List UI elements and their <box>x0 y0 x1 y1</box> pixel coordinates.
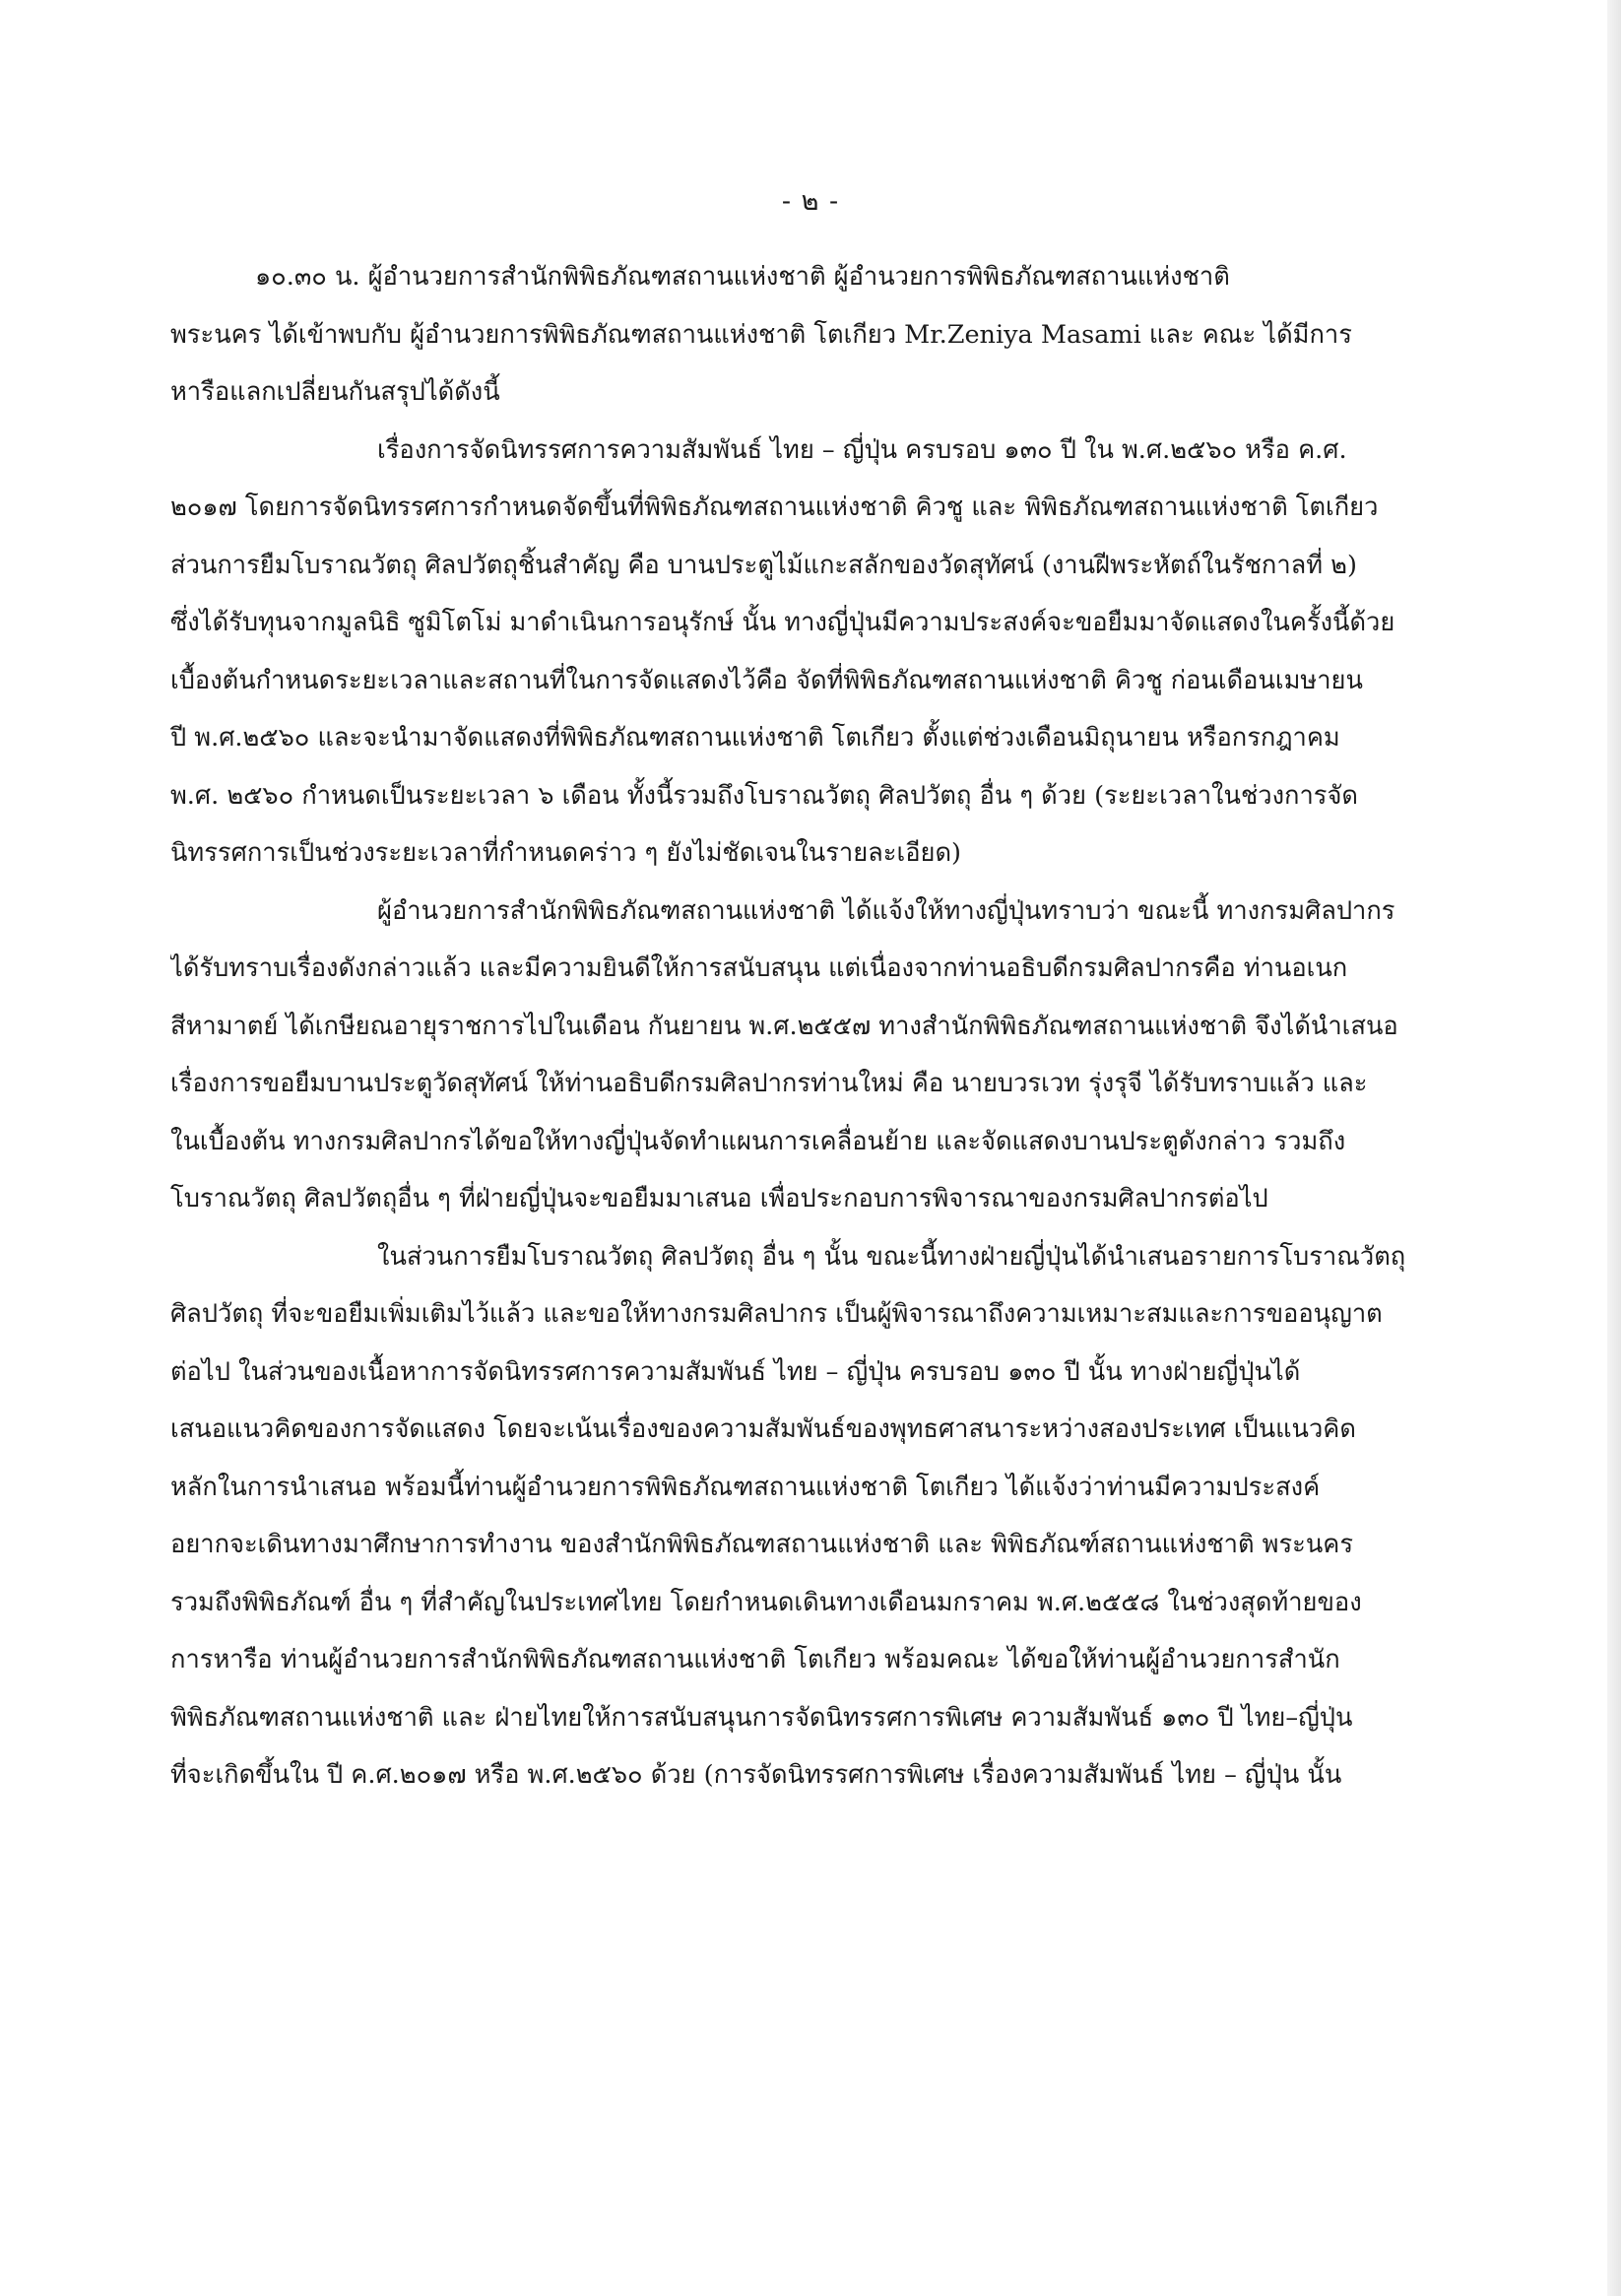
page-number: - ๒ - <box>781 186 840 217</box>
document-body <box>170 248 1451 1804</box>
text-line: หารือแลกเปลี่ยนกันสรุปได้ดังนี้ <box>170 377 500 407</box>
text-line: พิพิธภัณฑสถานแห่งชาติ และ ฝ่ายไทยให้การสนับสนุนการจัดนิทรรศการพิเศษ ความสัมพันธ์ ๑๓๐ ปี ไทย–ญี่ปุ่น <box>170 1702 1353 1733</box>
text-line: โบราณวัตถุ ศิลปวัตถุอื่น ๆ ที่ฝ่ายญี่ปุ่นจะขอยืมมาเสนอ เพื่อประกอบการพิจารณาของกรมศิลปากรต่อไป <box>170 1184 1268 1214</box>
text-line: ๑๐.๓๐ น. ผู้อำนวยการสำนักพิพิธภัณฑสถานแห่งชาติ ผู้อำนวยการพิพิธภัณฑสถานแห่งชาติ <box>255 262 1230 292</box>
text-line: ที่จะเกิดขึ้นใน ปี ค.ศ.๒๐๑๗ หรือ พ.ศ.๒๕๖๐ ด้วย (การจัดนิทรรศการพิเศษ เรื่องความสัมพันธ์ ไทย – ญี่ปุ่น นั้น <box>170 1760 1342 1790</box>
text-line: ในส่วนการยืมโบราณวัตถุ ศิลปวัตถุ อื่น ๆ นั้น ขณะนี้ทางฝ่ายญี่ปุ่นได้นำเสนอรายการโบราณวัตถุ <box>377 1241 1406 1272</box>
text-line: เรื่องการจัดนิทรรศการความสัมพันธ์ ไทย – ญี่ปุ่น ครบรอบ ๑๓๐ ปี ใน พ.ศ.๒๕๖๐ หรือ ค.ศ. <box>377 434 1347 465</box>
paragraph-meeting-intro <box>170 248 1451 422</box>
text-line: ต่อไป ในส่วนของเนื้อหาการจัดนิทรรศการความสัมพันธ์ ไทย – ญี่ปุ่น ครบรอบ ๑๓๐ ปี นั้น ทางฝ่ายญี่ปุ่นได้ <box>170 1356 1301 1387</box>
text-line: ซึ่งได้รับทุนจากมูลนิธิ ซูมิโตโม่ มาดำเนินการอนุรักษ์ นั้น ทางญี่ปุ่นมีความประสงค์จะขอยืมมาจัดแสดงในครั้งนี้ด้วย <box>170 608 1395 637</box>
text-line: พ.ศ. ๒๕๖๐ กำหนดเป็นระยะเวลา ๖ เดือน ทั้งนี้รวมถึงโบราณวัตถุ ศิลปวัตถุ อื่น ๆ ด้วย (ระยะเวลาในช่วงการจัด <box>170 780 1358 811</box>
text-line: นิทรรศการเป็นช่วงระยะเวลาที่กำหนดคร่าว ๆ ยังไม่ชัดเจนในรายละเอียด) <box>170 838 961 868</box>
paragraph-thai-response <box>170 883 1451 1228</box>
text-line: เบื้องต้นกำหนดระยะเวลาและสถานที่ในการจัดแสดงไว้คือ จัดที่พิพิธภัณฑสถานแห่งชาติ คิวชู ก่อนเดือนเมษายน <box>170 665 1363 695</box>
text-line: เรื่องการขอยืมบานประตูวัดสุทัศน์ ให้ท่านอธิบดีกรมศิลปากรท่านใหม่ คือ นายบวรเวท รุ่งรุจี ได้รับทราบแล้ว และ <box>170 1069 1368 1098</box>
text-line: อยากจะเดินทางมาศึกษาการทำงาน ของสำนักพิพิธภัณฑสถานแห่งชาติ และ พิพิธภัณฑ์สถานแห่งชาติ พระนคร <box>170 1530 1354 1559</box>
text-line: หลักในการนำเสนอ พร้อมนี้ท่านผู้อำนวยการพิพิธภัณฑสถานแห่งชาติ โตเกียว ได้แจ้งว่าท่านมีความประสงค์ <box>170 1472 1321 1502</box>
text-line: ศิลปวัตถุ ที่จะขอยืมเพิ่มเติมไว้แล้ว และขอให้ทางกรมศิลปากร เป็นผู้พิจารณาถึงความเหมาะสมและการขออนุญาต <box>170 1299 1383 1329</box>
text-line: การหารือ ท่านผู้อำนวยการสำนักพิพิธภัณฑสถานแห่งชาติ โตเกียว พร้อมคณะ ได้ขอให้ท่านผู้อำนวยการสำนัก <box>170 1645 1340 1674</box>
text-line: เสนอแนวคิดของการจัดแสดง โดยจะเน้นเรื่องของความสัมพันธ์ของพุทธศาสนาระหว่างสองประเทศ เป็นแนวคิด <box>170 1414 1356 1444</box>
scan-edge-shadow <box>1607 0 1621 2296</box>
paragraph-exhibition-plan <box>170 422 1451 883</box>
text-line: ผู้อำนวยการสำนักพิพิธภัณฑสถานแห่งชาติ ได้แจ้งให้ทางญี่ปุ่นทราบว่า ขณะนี้ ทางกรมศิลปากร <box>377 895 1395 926</box>
text-line: ในเบื้องต้น ทางกรมศิลปากรได้ขอให้ทางญี่ปุ่นจัดทำแผนการเคลื่อนย้าย และจัดแสดงบานประตูดังกล่าว รวมถึง <box>170 1126 1346 1156</box>
text-line: พระนคร ได้เข้าพบกับ ผู้อำนวยการพิพิธภัณฑสถานแห่งชาติ โตเกียว Mr.Zeniya Masami และ คณะ ได้มีการ <box>170 319 1352 350</box>
text-line: ปี พ.ศ.๒๕๖๐ และจะนำมาจัดแสดงที่พิพิธภัณฑสถานแห่งชาติ โตเกียว ตั้งแต่ช่วงเดือนมิถุนายน หรือกรกฎาคม <box>170 723 1340 753</box>
text-line: รวมถึงพิพิธภัณฑ์ อื่น ๆ ที่สำคัญในประเทศไทย โดยกำหนดเดินทางเดือนมกราคม พ.ศ.๒๕๕๘ ในช่วงสุดท้ายของ <box>170 1587 1362 1617</box>
text-line: ได้รับทราบเรื่องดังกล่าวแล้ว และมีความยินดีให้การสนับสนุน แต่เนื่องจากท่านอธิบดีกรมศิลปากรคือ ท่านอเนก <box>170 953 1348 983</box>
text-line: ๒๐๑๗ โดยการจัดนิทรรศการกำหนดจัดขึ้นที่พิพิธภัณฑสถานแห่งชาติ คิวชู และ พิพิธภัณฑสถานแห่งชาติ โตเกียว <box>170 492 1379 522</box>
text-line: สีหามาตย์ ได้เกษียณอายุราชการไปในเดือน กันยายน พ.ศ.๒๕๕๗ ทางสำนักพิพิธภัณฑสถานแห่งชาติ จึงได้นำเสนอ <box>170 1011 1398 1041</box>
paragraph-loan-and-concept <box>170 1228 1451 1804</box>
text-line: ส่วนการยืมโบราณวัตถุ ศิลปวัตถุชิ้นสำคัญ คือ บานประตูไม้แกะสลักของวัดสุทัศน์ (งานฝีพระหัตถ์ในรัชกาลที่ ๒) <box>170 550 1357 580</box>
